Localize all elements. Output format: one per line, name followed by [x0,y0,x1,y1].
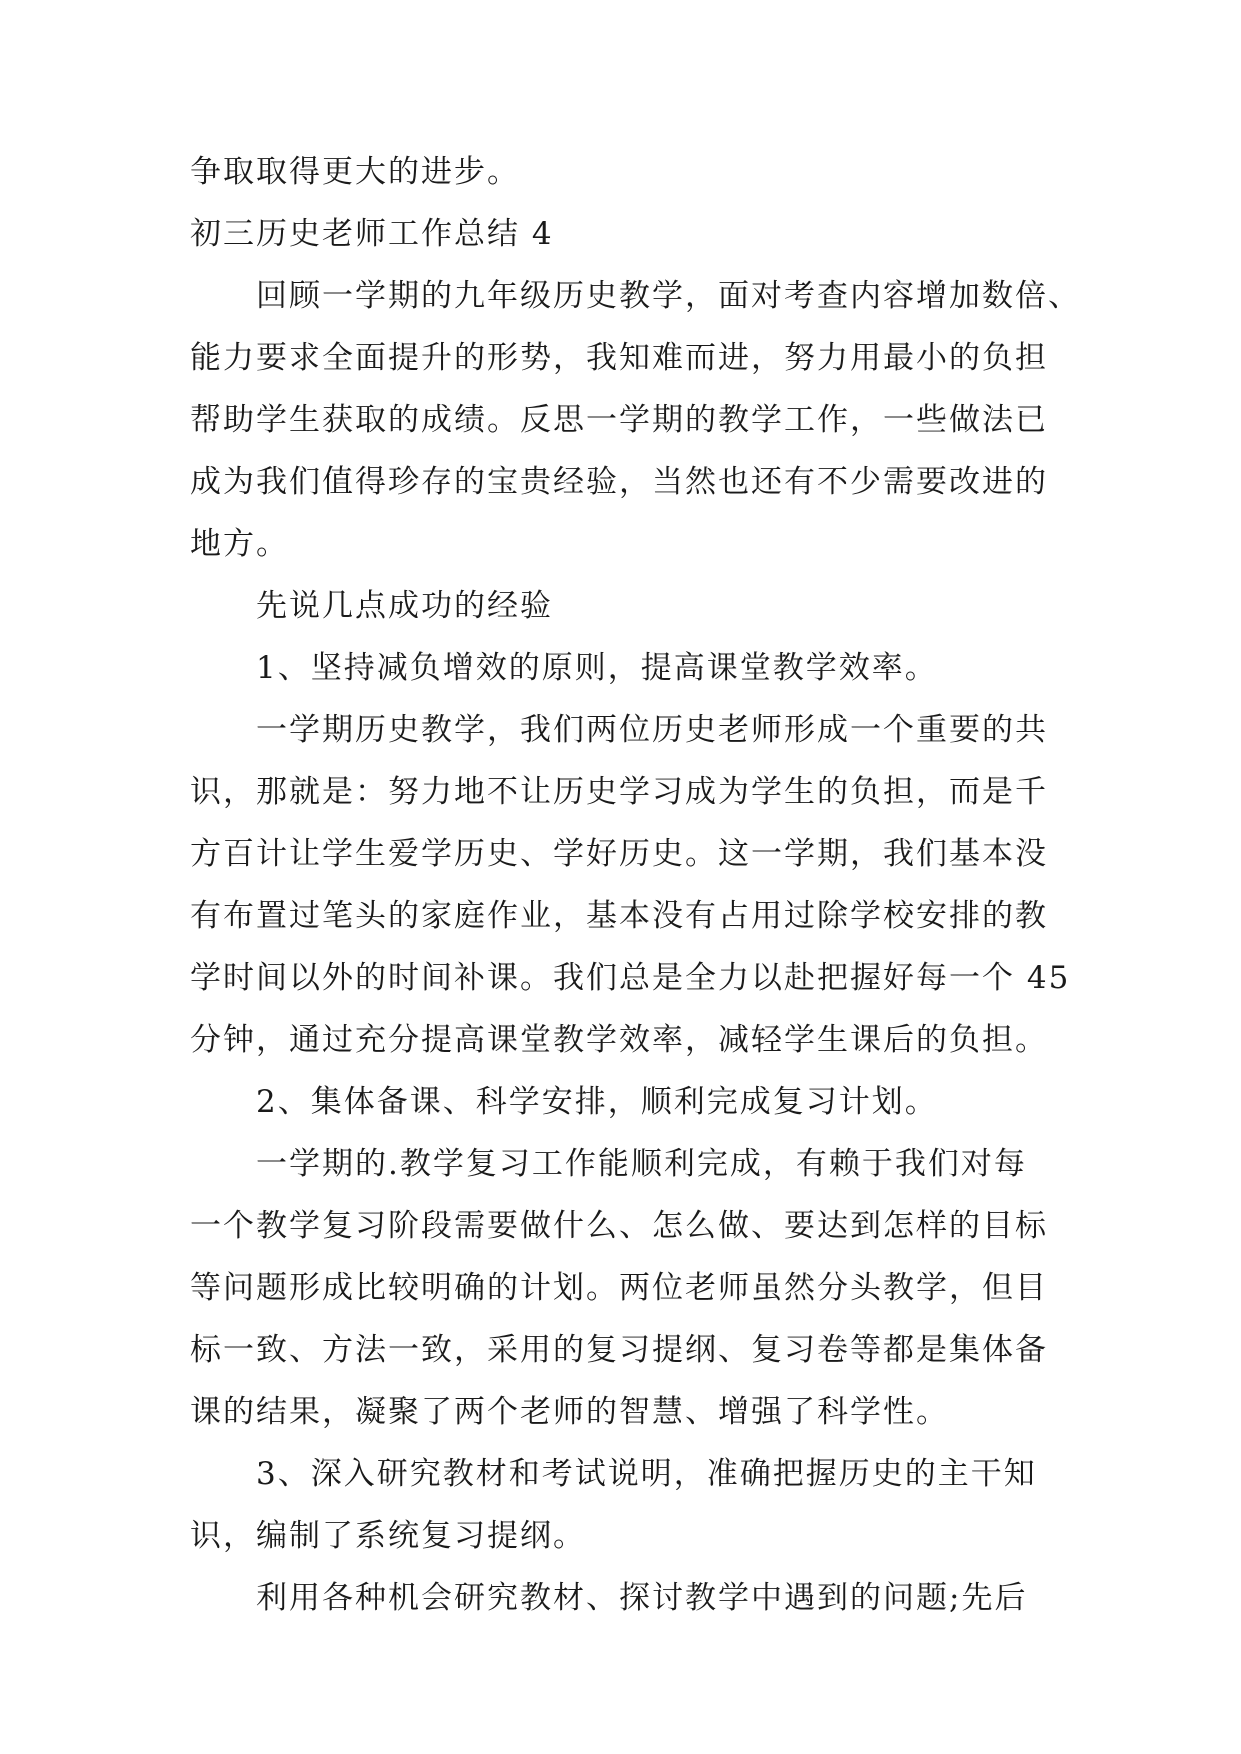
text-line: 1、坚持减负增效的原则，提高课堂教学效率。 [256,650,938,686]
text-line: 等问题形成比较明确的计划。两位老师虽然分头教学，但目 [190,1270,1048,1306]
text-line: 地方。 [190,526,289,562]
text-line: 一学期的.教学复习工作能顺利完成，有赖于我们对每 [256,1146,1027,1182]
text-line: 一个教学复习阶段需要做什么、怎么做、要达到怎样的目标 [190,1208,1048,1244]
text-line: 争取取得更大的进步。 [190,154,520,190]
text-line: 学时间以外的时间补课。我们总是全力以赴把握好每一个 45 [190,960,1071,996]
text-line: 成为我们值得珍存的宝贵经验，当然也还有不少需要改进的 [190,464,1048,500]
text-line: 先说几点成功的经验 [256,588,553,624]
text-line: 3、深入研究教材和考试说明，准确把握历史的主干知 [256,1456,1037,1492]
section-title: 初三历史老师工作总结 4 [190,216,554,252]
text-line: 课的结果，凝聚了两个老师的智慧、增强了科学性。 [190,1394,949,1430]
text-line: 回顾一学期的九年级历史教学，面对考查内容增加数倍、 [256,278,1081,314]
text-line: 识，那就是：努力地不让历史学习成为学生的负担，而是千 [190,774,1048,810]
text-line: 标一致、方法一致，采用的复习提纲、复习卷等都是集体备 [190,1332,1048,1368]
text-line: 一学期历史教学，我们两位历史老师形成一个重要的共 [256,712,1048,748]
text-line: 有布置过笔头的家庭作业，基本没有占用过除学校安排的教 [190,898,1048,934]
text-line: 2、集体备课、科学安排，顺利完成复习计划。 [256,1084,938,1120]
text-line: 帮助学生获取的成绩。反思一学期的教学工作，一些做法已 [190,402,1048,438]
text-line: 方百计让学生爱学历史、学好历史。这一学期，我们基本没 [190,836,1048,872]
text-line: 利用各种机会研究教材、探讨教学中遇到的问题;先后 [256,1580,1028,1616]
text-line: 识，编制了系统复习提纲。 [190,1518,586,1554]
text-line: 分钟，通过充分提高课堂教学效率，减轻学生课后的负担。 [190,1022,1048,1058]
text-line: 能力要求全面提升的形势，我知难而进，努力用最小的负担 [190,340,1048,376]
